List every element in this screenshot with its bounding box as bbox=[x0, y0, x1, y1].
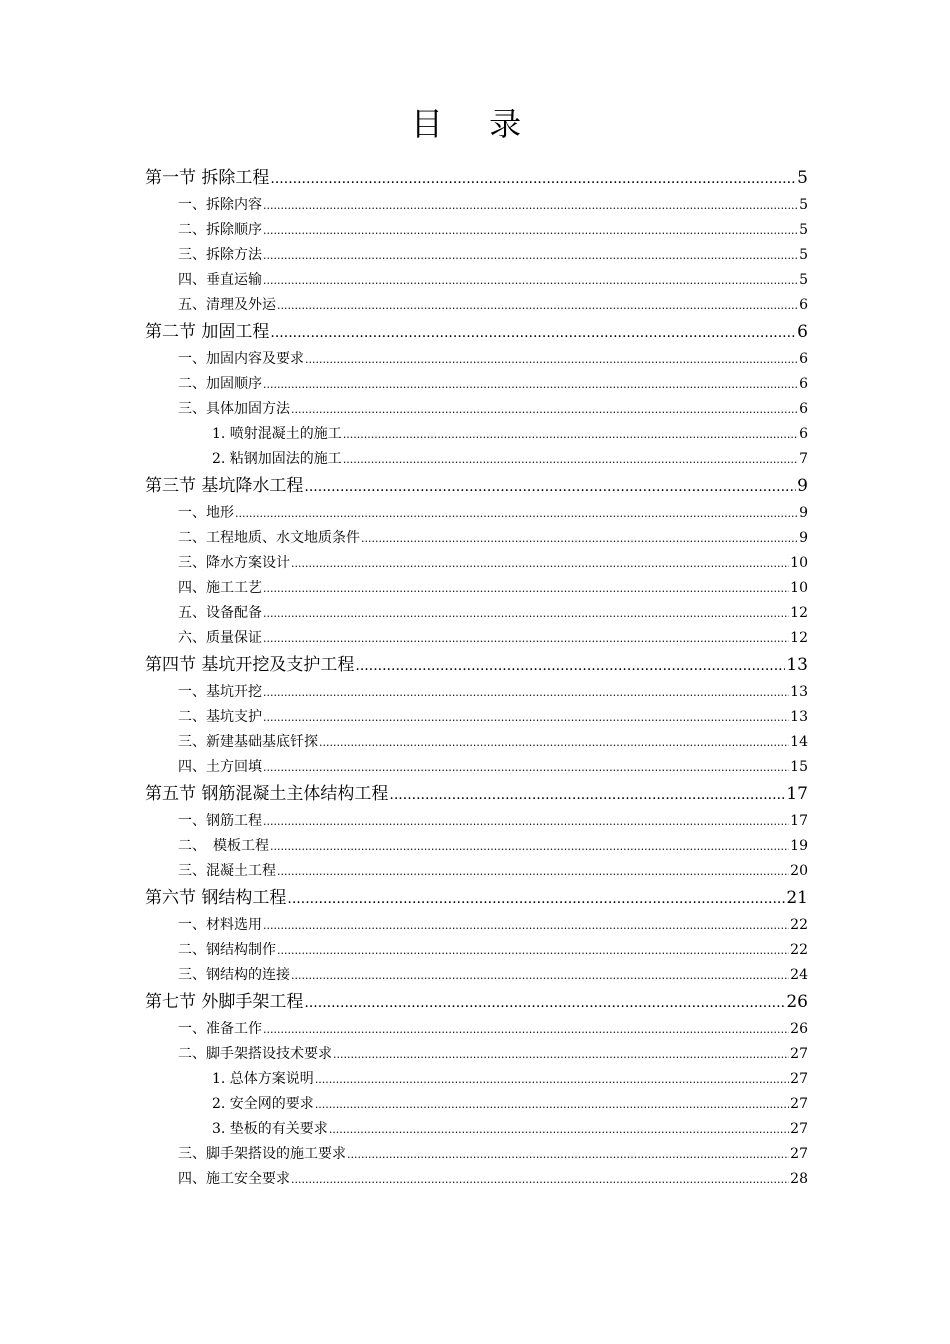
toc-leader-dots bbox=[291, 1167, 789, 1192]
toc-leader-dots bbox=[263, 576, 789, 601]
toc-entry-label: 2. 粘钢加固法的施工 bbox=[212, 451, 342, 467]
toc-subsection-entry[interactable] bbox=[178, 193, 808, 218]
toc-leader-dots bbox=[319, 730, 789, 755]
toc-page-number: 6 bbox=[799, 401, 808, 417]
toc-subsection-entry[interactable] bbox=[178, 1142, 808, 1167]
toc-leader-dots bbox=[263, 268, 798, 293]
toc-entry-label: 四、施工安全要求 bbox=[178, 1171, 290, 1187]
toc-subsection-entry[interactable] bbox=[178, 372, 808, 397]
toc-entry-label: 三、新建基础基底钎探 bbox=[178, 734, 318, 750]
toc-leader-dots bbox=[315, 1092, 789, 1117]
toc-leader-dots bbox=[355, 652, 785, 681]
toc-item-entry[interactable] bbox=[212, 447, 808, 472]
toc-subsection-entry[interactable] bbox=[178, 293, 808, 318]
toc-page-number: 7 bbox=[799, 451, 808, 467]
toc-subsection-entry[interactable] bbox=[178, 551, 808, 576]
toc-entry-label: 一、材料选用 bbox=[178, 917, 262, 933]
toc-entry-label: 四、施工工艺 bbox=[178, 580, 262, 596]
toc-item-entry[interactable] bbox=[212, 1067, 808, 1092]
toc-page-number: 13 bbox=[786, 655, 808, 675]
toc-section-entry[interactable] bbox=[145, 988, 808, 1017]
toc-entry-label: 第五节 钢筋混凝土主体结构工程 bbox=[145, 784, 389, 804]
toc-page-number: 14 bbox=[790, 734, 808, 750]
toc-subsection-entry[interactable] bbox=[178, 601, 808, 626]
toc-entry-label: 五、设备配备 bbox=[178, 605, 262, 621]
toc-entry-label: 三、钢结构的连接 bbox=[178, 967, 290, 983]
toc-entry-label: 三、混凝土工程 bbox=[178, 863, 276, 879]
toc-entry-label: 二、加固顺序 bbox=[178, 376, 262, 392]
toc-page-number: 20 bbox=[790, 863, 808, 879]
toc-entry-label: 二、脚手架搭设技术要求 bbox=[178, 1046, 332, 1062]
toc-entry-label: 二、 模板工程 bbox=[178, 838, 269, 854]
toc-subsection-entry[interactable] bbox=[178, 243, 808, 268]
toc-leader-dots bbox=[263, 755, 789, 780]
toc-page-number: 17 bbox=[786, 784, 808, 804]
toc-section-entry[interactable] bbox=[145, 884, 808, 913]
toc-entry-label: 第四节 基坑开挖及支护工程 bbox=[145, 655, 355, 675]
toc-leader-dots bbox=[361, 526, 798, 551]
toc-entry-label: 四、垂直运输 bbox=[178, 272, 262, 288]
toc-entry-label: 二、工程地质、水文地质条件 bbox=[178, 530, 360, 546]
toc-leader-dots bbox=[291, 963, 789, 988]
toc-entry-label: 二、拆除顺序 bbox=[178, 222, 262, 238]
toc-entry-label: 1. 总体方案说明 bbox=[212, 1071, 314, 1087]
toc-leader-dots bbox=[291, 551, 789, 576]
toc-leader-dots bbox=[263, 601, 789, 626]
toc-subsection-entry[interactable] bbox=[178, 913, 808, 938]
toc-page-number: 28 bbox=[790, 1171, 808, 1187]
toc-leader-dots bbox=[304, 473, 796, 502]
toc-entry-label: 一、加固内容及要求 bbox=[178, 351, 304, 367]
toc-page-number: 6 bbox=[799, 351, 808, 367]
toc-page-number: 26 bbox=[790, 1021, 808, 1037]
toc-leader-dots bbox=[263, 243, 798, 268]
toc-page-number: 10 bbox=[790, 555, 808, 571]
toc-page-number: 6 bbox=[797, 322, 808, 342]
toc-page-number: 22 bbox=[790, 942, 808, 958]
toc-leader-dots bbox=[270, 319, 796, 348]
toc-subsection-entry[interactable] bbox=[178, 834, 808, 859]
toc-leader-dots bbox=[277, 859, 789, 884]
toc-subsection-entry[interactable] bbox=[178, 526, 808, 551]
toc-entry-label: 第七节 外脚手架工程 bbox=[145, 992, 304, 1012]
toc-leader-dots bbox=[329, 1117, 789, 1142]
toc-page-number: 19 bbox=[790, 838, 808, 854]
toc-page-number: 21 bbox=[786, 888, 808, 908]
toc-leader-dots bbox=[389, 781, 785, 810]
toc-subsection-entry[interactable] bbox=[178, 626, 808, 651]
toc-leader-dots bbox=[263, 193, 798, 218]
toc-leader-dots bbox=[263, 680, 789, 705]
toc-page-number: 12 bbox=[790, 605, 808, 621]
toc-leader-dots bbox=[315, 1067, 789, 1092]
toc-leader-dots bbox=[304, 989, 785, 1018]
toc-page-number: 24 bbox=[790, 967, 808, 983]
toc-leader-dots bbox=[347, 1142, 789, 1167]
toc-subsection-entry[interactable] bbox=[178, 730, 808, 755]
toc-subsection-entry[interactable] bbox=[178, 397, 808, 422]
toc-leader-dots bbox=[333, 1042, 789, 1067]
toc-page-number: 9 bbox=[799, 530, 808, 546]
toc-page-number: 27 bbox=[790, 1071, 808, 1087]
toc-page-number: 27 bbox=[790, 1146, 808, 1162]
toc-leader-dots bbox=[263, 1017, 789, 1042]
toc-leader-dots bbox=[277, 293, 798, 318]
toc-page-number: 17 bbox=[790, 813, 808, 829]
toc-list bbox=[0, 164, 950, 1192]
toc-page-number: 13 bbox=[790, 684, 808, 700]
toc-subsection-entry[interactable] bbox=[178, 1017, 808, 1042]
toc-leader-dots bbox=[287, 885, 785, 914]
toc-section-entry[interactable] bbox=[145, 651, 808, 680]
toc-subsection-entry[interactable] bbox=[178, 1042, 808, 1067]
toc-subsection-entry[interactable] bbox=[178, 938, 808, 963]
toc-entry-label: 一、准备工作 bbox=[178, 1021, 262, 1037]
toc-page-number: 9 bbox=[799, 505, 808, 521]
toc-entry-label: 第二节 加固工程 bbox=[145, 322, 270, 342]
toc-subsection-entry[interactable] bbox=[178, 576, 808, 601]
toc-entry-label: 一、钢筋工程 bbox=[178, 813, 262, 829]
toc-leader-dots bbox=[291, 397, 798, 422]
toc-subsection-entry[interactable] bbox=[178, 268, 808, 293]
toc-page-number: 5 bbox=[799, 272, 808, 288]
toc-subsection-entry[interactable] bbox=[178, 347, 808, 372]
toc-entry-label: 第六节 钢结构工程 bbox=[145, 888, 287, 908]
toc-leader-dots bbox=[343, 447, 798, 472]
toc-subsection-entry[interactable] bbox=[178, 859, 808, 884]
toc-entry-label: 五、清理及外运 bbox=[178, 297, 276, 313]
toc-section-entry[interactable] bbox=[145, 472, 808, 501]
toc-entry-label: 2. 安全网的要求 bbox=[212, 1096, 314, 1112]
toc-entry-label: 一、拆除内容 bbox=[178, 197, 262, 213]
toc-entry-label: 三、具体加固方法 bbox=[178, 401, 290, 417]
toc-item-entry[interactable] bbox=[212, 1092, 808, 1117]
toc-leader-dots bbox=[270, 165, 796, 194]
toc-entry-label: 四、土方回填 bbox=[178, 759, 262, 775]
toc-page-number: 6 bbox=[799, 297, 808, 313]
toc-entry-label: 二、基坑支护 bbox=[178, 709, 262, 725]
toc-page-number: 27 bbox=[790, 1121, 808, 1137]
toc-entry-label: 三、拆除方法 bbox=[178, 247, 262, 263]
toc-page-number: 6 bbox=[799, 426, 808, 442]
toc-item-entry[interactable] bbox=[212, 1117, 808, 1142]
toc-page-number: 15 bbox=[790, 759, 808, 775]
toc-section-entry[interactable] bbox=[145, 164, 808, 193]
toc-leader-dots bbox=[263, 218, 798, 243]
toc-title: 目 录 bbox=[410, 105, 540, 143]
toc-page-number: 5 bbox=[799, 247, 808, 263]
toc-page-number: 26 bbox=[786, 992, 808, 1012]
toc-entry-label: 一、基坑开挖 bbox=[178, 684, 262, 700]
toc-page-number: 5 bbox=[799, 197, 808, 213]
toc-section-entry[interactable] bbox=[145, 318, 808, 347]
toc-entry-label: 1. 喷射混凝土的施工 bbox=[212, 426, 342, 442]
toc-page-number: 22 bbox=[790, 917, 808, 933]
toc-leader-dots bbox=[263, 809, 789, 834]
toc-subsection-entry[interactable] bbox=[178, 809, 808, 834]
toc-entry-label: 第三节 基坑降水工程 bbox=[145, 476, 304, 496]
toc-leader-dots bbox=[277, 938, 789, 963]
toc-entry-label: 六、质量保证 bbox=[178, 630, 262, 646]
toc-entry-label: 二、钢结构制作 bbox=[178, 942, 276, 958]
toc-leader-dots bbox=[263, 705, 789, 730]
toc-leader-dots bbox=[305, 347, 798, 372]
toc-subsection-entry[interactable] bbox=[178, 755, 808, 780]
toc-leader-dots bbox=[343, 422, 798, 447]
toc-leader-dots bbox=[263, 913, 789, 938]
toc-subsection-entry[interactable] bbox=[178, 218, 808, 243]
toc-subsection-entry[interactable] bbox=[178, 501, 808, 526]
toc-subsection-entry[interactable] bbox=[178, 1167, 808, 1192]
toc-item-entry[interactable] bbox=[212, 422, 808, 447]
toc-section-entry[interactable] bbox=[145, 780, 808, 809]
toc-entry-label: 三、脚手架搭设的施工要求 bbox=[178, 1146, 346, 1162]
toc-page-number: 27 bbox=[790, 1096, 808, 1112]
toc-page-number: 6 bbox=[799, 376, 808, 392]
toc-page-number: 9 bbox=[797, 476, 808, 496]
toc-leader-dots bbox=[235, 501, 798, 526]
toc-page-number: 13 bbox=[790, 709, 808, 725]
toc-entry-label: 三、降水方案设计 bbox=[178, 555, 290, 571]
toc-page-number: 5 bbox=[797, 168, 808, 188]
toc-page-number: 10 bbox=[790, 580, 808, 596]
toc-entry-label: 第一节 拆除工程 bbox=[145, 168, 270, 188]
toc-entry-label: 一、地形 bbox=[178, 505, 234, 521]
toc-leader-dots bbox=[270, 834, 789, 859]
toc-leader-dots bbox=[263, 372, 798, 397]
toc-entry-label: 3. 垫板的有关要求 bbox=[212, 1121, 328, 1137]
toc-page-number: 5 bbox=[799, 222, 808, 238]
toc-subsection-entry[interactable] bbox=[178, 963, 808, 988]
toc-leader-dots bbox=[263, 626, 789, 651]
toc-page-number: 12 bbox=[790, 630, 808, 646]
toc-subsection-entry[interactable] bbox=[178, 680, 808, 705]
toc-subsection-entry[interactable] bbox=[178, 705, 808, 730]
toc-page-number: 27 bbox=[790, 1046, 808, 1062]
